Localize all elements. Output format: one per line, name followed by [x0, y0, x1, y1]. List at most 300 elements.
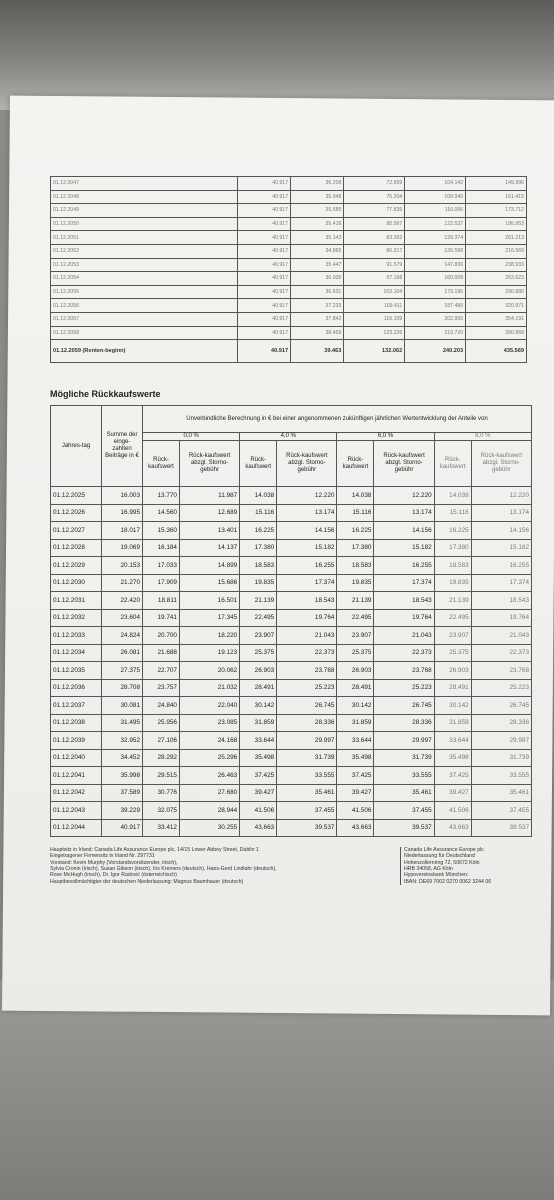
table-row-cell: 28.944	[179, 802, 239, 820]
table-row-cell: 15.182	[471, 539, 531, 557]
header-rate-8: 8,0 %	[434, 433, 531, 441]
projection-row-cell: 238.933	[466, 258, 527, 272]
table-row-cell: 27.106	[143, 732, 180, 750]
projection-row-cell: 39.463	[291, 340, 344, 363]
table-row-cell: 30.776	[143, 784, 180, 802]
projection-row-cell: 290.880	[466, 285, 527, 299]
projection-row-cell: 40.917	[237, 204, 290, 218]
table-row-cell: 28.336	[374, 714, 434, 732]
surrender-values-body	[51, 487, 532, 837]
projection-row-cell: 219.720	[405, 326, 466, 340]
table-row-cell: 27.680	[179, 784, 239, 802]
projection-row-cell: 40.917	[237, 258, 290, 272]
table-row-cell: 26.903	[434, 662, 471, 680]
table-row-cell: 25.223	[471, 679, 531, 697]
table-row-cell: 18.583	[337, 557, 374, 575]
table-row-cell: 19.764	[471, 609, 531, 627]
table-row-cell: 41.506	[240, 802, 277, 820]
footer-line: HRB 34058, AG Köln	[404, 866, 453, 873]
footer-line: Hauptbevollmächtigter der deutschen Niederlassung: Magnus Baumhauer (deutsch)	[50, 878, 244, 885]
table-row-cell: 15.116	[240, 504, 277, 522]
table-row-cell: 37.455	[374, 802, 434, 820]
projection-row-cell: 40.917	[237, 177, 290, 191]
table-row-cell: 24.840	[143, 697, 180, 715]
projection-row-cell: 104.142	[405, 177, 466, 191]
table-row-cell: 28.708	[102, 679, 143, 697]
table-row	[51, 819, 532, 837]
table-row-cell: 31.859	[434, 714, 471, 732]
projection-row-cell: 01.12.2047	[51, 177, 238, 191]
table-row-cell: 39.229	[102, 802, 143, 820]
projection-row-cell: 40.917	[237, 190, 290, 204]
table-row-cell: 16.255	[471, 557, 531, 575]
table-row-cell: 26.903	[240, 662, 277, 680]
projection-row-cell: 173.712	[466, 204, 527, 218]
projection-row-cell: 201.213	[466, 231, 527, 245]
table-row-cell: 28.336	[277, 714, 337, 732]
table-row-cell: 12.220	[471, 487, 531, 505]
projection-row	[51, 340, 527, 363]
table-row-cell: 31.859	[337, 714, 374, 732]
projection-row-cell: 01.12.2059 (Renten-beginn)	[51, 340, 238, 363]
table-row-cell: 37.425	[337, 767, 374, 785]
table-row-cell: 01.12.2037	[51, 697, 102, 715]
table-row-cell: 21.688	[143, 644, 180, 662]
table-row-cell: 29.997	[374, 732, 434, 750]
table-row-cell: 30.081	[102, 697, 143, 715]
surrender-values-table	[50, 405, 532, 837]
projection-row-cell: 216.569	[466, 244, 527, 258]
table-row-cell: 14.560	[143, 504, 180, 522]
table-row-cell: 01.12.2035	[51, 662, 102, 680]
table-row-cell: 22.495	[240, 609, 277, 627]
projection-row-cell: 01.12.2050	[51, 217, 238, 231]
table-row-cell: 22.495	[434, 609, 471, 627]
table-row-cell: 37.455	[471, 802, 531, 820]
table-row-cell: 16.225	[434, 522, 471, 540]
table-row-cell: 21.139	[434, 592, 471, 610]
table-row-cell: 01.12.2027	[51, 522, 102, 540]
table-row-cell: 01.12.2026	[51, 504, 102, 522]
table-row-cell: 30.255	[179, 819, 239, 837]
table-row-cell: 14.038	[434, 487, 471, 505]
table-row-cell: 24.168	[179, 732, 239, 750]
projection-row-cell: 35.143	[291, 231, 344, 245]
table-row	[51, 592, 532, 610]
table-row-cell: 35.498	[434, 749, 471, 767]
table-row-cell: 31.739	[471, 749, 531, 767]
projection-row-cell: 34.865	[291, 244, 344, 258]
footer-company-info	[50, 847, 395, 885]
table-row-cell: 15.116	[337, 504, 374, 522]
projection-row-cell: 40.917	[237, 326, 290, 340]
projection-row-cell: 390.868	[466, 326, 527, 340]
table-row-cell: 18.543	[277, 592, 337, 610]
table-row-cell: 01.12.2039	[51, 732, 102, 750]
table-row-cell: 33.555	[277, 767, 337, 785]
table-row-cell: 26.903	[337, 662, 374, 680]
projection-row-cell: 36.631	[291, 285, 344, 299]
header-rate-4: 4,0 %	[240, 433, 337, 441]
projection-row-cell: 129.374	[405, 231, 466, 245]
table-row-cell: 23.757	[143, 679, 180, 697]
projection-row-cell: 40.917	[237, 231, 290, 245]
table-row-cell: 43.663	[240, 819, 277, 837]
table-row-cell: 35.461	[471, 784, 531, 802]
projection-row-cell: 136.598	[405, 244, 466, 258]
table-row-cell: 34.452	[102, 749, 143, 767]
footer-line: Hohenzollernring 72, 50672 Köln	[404, 859, 480, 866]
table-row-cell: 32.075	[143, 802, 180, 820]
projection-row	[51, 177, 527, 191]
table-row-cell: 22.495	[337, 609, 374, 627]
table-row	[51, 557, 532, 575]
table-row	[51, 574, 532, 592]
table-row-cell: 16.501	[179, 592, 239, 610]
table-row-cell: 25.296	[179, 749, 239, 767]
table-row	[51, 504, 532, 522]
table-row-cell: 23.907	[240, 627, 277, 645]
projection-row	[51, 217, 527, 231]
table-row-cell: 32.952	[102, 732, 143, 750]
table-row-cell: 17.380	[337, 539, 374, 557]
table-row-cell: 23.768	[374, 662, 434, 680]
table-row-cell: 16.184	[143, 539, 180, 557]
table-row	[51, 644, 532, 662]
table-row-cell: 12.220	[277, 487, 337, 505]
footer-bank-info	[400, 847, 532, 885]
table-row-cell: 17.380	[240, 539, 277, 557]
projection-row-cell: 37.233	[291, 299, 344, 313]
table-row-cell: 23.085	[179, 714, 239, 732]
table-row-cell: 43.663	[434, 819, 471, 837]
projection-row-cell: 123.226	[344, 326, 405, 340]
footer	[50, 847, 532, 885]
table-row-cell: 28.292	[143, 749, 180, 767]
projection-row	[51, 272, 527, 286]
table-row-cell: 28.491	[337, 679, 374, 697]
header-rueckkaufswert-storno: Rück-kaufswert abzgl. Storno-gebühr	[277, 441, 337, 487]
table-row	[51, 714, 532, 732]
table-row-cell: 13.401	[179, 522, 239, 540]
table-row-cell: 19.835	[337, 574, 374, 592]
table-row-cell: 31.739	[277, 749, 337, 767]
footer-line: Sylvia Cronin (irisch), Susan Gibson (irisch), Iris Kremers (deutsch), Hans-Gerd Lindlahr (deutsch),	[50, 866, 277, 873]
table-row-cell: 23.768	[277, 662, 337, 680]
projection-row-cell: 116.109	[344, 312, 405, 326]
table-row-cell: 20.700	[143, 627, 180, 645]
table-row-cell: 14.038	[240, 487, 277, 505]
projection-row-cell: 01.12.2052	[51, 244, 238, 258]
projection-row-cell: 01.12.2054	[51, 272, 238, 286]
table-row-cell: 20.153	[102, 557, 143, 575]
projection-row-cell: 35.948	[291, 190, 344, 204]
background-top	[0, 0, 554, 110]
projection-row-cell: 01.12.2053	[51, 258, 238, 272]
projection-row-cell: 40.917	[237, 217, 290, 231]
table-row-cell: 21.043	[374, 627, 434, 645]
table-row-cell: 29.515	[143, 767, 180, 785]
table-row-cell: 01.12.2034	[51, 644, 102, 662]
document-page	[50, 176, 532, 1006]
table-row	[51, 767, 532, 785]
table-row-cell: 33.412	[143, 819, 180, 837]
projection-table	[50, 176, 527, 363]
header-rueckkaufswert-storno: Rück-kaufswert abzgl. Storno-gebühr	[374, 441, 434, 487]
table-row-cell: 23.907	[337, 627, 374, 645]
table-row-cell: 14.156	[277, 522, 337, 540]
footer-line: Eingetragener Firmensitz in Irland Nr. 297731	[50, 853, 155, 860]
table-row-cell: 01.12.2028	[51, 539, 102, 557]
footer-line: Hauptsitz in Irland: Canada Life Assurance Europe plc, 14/15 Lower Abbey Street, Dublin 1	[50, 847, 259, 854]
table-row-cell: 35.461	[374, 784, 434, 802]
table-row-cell: 13.174	[471, 504, 531, 522]
projection-row-cell: 86.317	[344, 244, 405, 258]
table-row	[51, 662, 532, 680]
projection-row	[51, 258, 527, 272]
table-row-cell: 15.182	[374, 539, 434, 557]
section-title: Mögliche Rückkaufswerte	[50, 389, 161, 400]
projection-row-cell: 40.917	[237, 272, 290, 286]
table-row-cell: 18.583	[434, 557, 471, 575]
table-row-cell: 33.644	[337, 732, 374, 750]
table-row-cell: 19.835	[434, 574, 471, 592]
table-row-cell: 22.040	[179, 697, 239, 715]
table-row-cell: 25.956	[143, 714, 180, 732]
header-rueckkaufswert: Rück-kaufswert	[337, 441, 374, 487]
table-row-cell: 14.137	[179, 539, 239, 557]
table-row-cell: 29.997	[277, 732, 337, 750]
table-row-cell: 21.043	[277, 627, 337, 645]
table-row-cell: 01.12.2042	[51, 784, 102, 802]
table-row-cell: 15.116	[434, 504, 471, 522]
table-row-cell: 17.909	[143, 574, 180, 592]
projection-row-cell: 40.917	[237, 285, 290, 299]
projection-row-cell: 132.062	[344, 340, 405, 363]
table-row-cell: 23.768	[471, 662, 531, 680]
table-row-cell: 17.374	[374, 574, 434, 592]
table-row-cell: 16.255	[277, 557, 337, 575]
table-row-cell: 24.824	[102, 627, 143, 645]
header-rate-6: 6,0 %	[337, 433, 434, 441]
table-row-cell: 01.12.2043	[51, 802, 102, 820]
table-row-cell: 37.425	[240, 767, 277, 785]
projection-row-cell: 161.415	[466, 190, 527, 204]
table-row-cell: 33.644	[240, 732, 277, 750]
table-row-cell: 18.543	[374, 592, 434, 610]
footer-line: IBAN: DE69 7002 0270 0062 3244 06	[404, 878, 492, 885]
table-row-cell: 18.017	[102, 522, 143, 540]
table-row-cell: 37.455	[277, 802, 337, 820]
projection-row-cell: 40.917	[237, 244, 290, 258]
table-row-cell: 25.375	[337, 644, 374, 662]
table-row-cell: 30.142	[337, 697, 374, 715]
table-row-cell: 01.12.2031	[51, 592, 102, 610]
header-rueckkaufswert-storno: Rück-kaufswert abzgl. Storno-gebühr	[179, 441, 239, 487]
table-row-cell: 17.380	[434, 539, 471, 557]
projection-row-cell: 91.579	[344, 258, 405, 272]
projection-row	[51, 299, 527, 313]
table-row-cell: 20.062	[179, 662, 239, 680]
projection-row	[51, 231, 527, 245]
table-row-cell: 17.345	[179, 609, 239, 627]
projection-row-cell: 320.971	[466, 299, 527, 313]
footer-line: Hypovereinsbank München:	[404, 872, 469, 879]
projection-row-cell: 40.917	[237, 299, 290, 313]
table-row-cell: 31.859	[240, 714, 277, 732]
table-row	[51, 732, 532, 750]
table-row-cell: 22.373	[277, 644, 337, 662]
table-row-cell: 25.375	[240, 644, 277, 662]
projection-row-cell: 116.066	[405, 204, 466, 218]
projection-row-cell: 01.12.2058	[51, 326, 238, 340]
table-row-cell: 21.043	[471, 627, 531, 645]
table-row-cell: 41.506	[434, 802, 471, 820]
table-row-cell: 26.745	[277, 697, 337, 715]
table-row	[51, 784, 532, 802]
table-row-cell: 21.139	[337, 592, 374, 610]
header-rueckkaufswert: Rück-kaufswert	[434, 441, 471, 487]
table-row-cell: 16.995	[102, 504, 143, 522]
projection-row	[51, 204, 527, 218]
projection-row-cell: 01.12.2056	[51, 299, 238, 313]
table-row	[51, 749, 532, 767]
header-rueckkaufswert: Rück-kaufswert	[240, 441, 277, 487]
table-row-cell: 01.12.2044	[51, 819, 102, 837]
projection-row-cell: 40.917	[237, 340, 290, 363]
projection-row-cell: 40.917	[237, 312, 290, 326]
table-row-cell: 39.537	[471, 819, 531, 837]
table-row-cell: 15.182	[277, 539, 337, 557]
table-row-cell: 16.225	[337, 522, 374, 540]
surrender-values-header	[51, 406, 532, 487]
table-row-cell: 22.707	[143, 662, 180, 680]
projection-row-cell: 147.836	[405, 258, 466, 272]
table-row-cell: 22.373	[471, 644, 531, 662]
table-row-cell: 26.463	[179, 767, 239, 785]
table-row-cell: 25.223	[277, 679, 337, 697]
projection-row	[51, 326, 527, 340]
footer-line: Niederlassung für Deutschland	[404, 853, 475, 860]
table-row-cell: 21.139	[240, 592, 277, 610]
table-row-cell: 15.360	[143, 522, 180, 540]
table-row-cell: 29.997	[471, 732, 531, 750]
table-row-cell: 19.764	[374, 609, 434, 627]
table-row-cell: 22.373	[374, 644, 434, 662]
table-row-cell: 01.12.2038	[51, 714, 102, 732]
table-row-cell: 19.741	[143, 609, 180, 627]
table-row-cell: 31.739	[374, 749, 434, 767]
table-row-cell: 25.375	[434, 644, 471, 662]
projection-row-cell: 149.996	[466, 177, 527, 191]
table-row-cell: 35.461	[277, 784, 337, 802]
projection-row-cell: 122.537	[405, 217, 466, 231]
table-row	[51, 802, 532, 820]
table-row-cell: 14.038	[337, 487, 374, 505]
table-row-cell: 39.537	[277, 819, 337, 837]
projection-row-cell: 354.191	[466, 312, 527, 326]
projection-row	[51, 244, 527, 258]
projection-row-cell: 35.685	[291, 204, 344, 218]
table-row-cell: 18.220	[179, 627, 239, 645]
projection-row-cell: 186.953	[466, 217, 527, 231]
projection-row-cell: 75.204	[344, 190, 405, 204]
table-row-cell: 35.498	[240, 749, 277, 767]
table-row	[51, 627, 532, 645]
projection-row-cell: 01.12.2051	[51, 231, 238, 245]
table-row-cell: 12.220	[374, 487, 434, 505]
header-summe: Summe der einge-zahlten Beiträge in €	[102, 406, 143, 487]
table-row-cell: 41.506	[337, 802, 374, 820]
projection-row-cell: 37.842	[291, 312, 344, 326]
table-row-cell: 22.420	[102, 592, 143, 610]
projection-row-cell: 187.480	[405, 299, 466, 313]
table-row-cell: 39.427	[337, 784, 374, 802]
table-row-cell: 19.069	[102, 539, 143, 557]
projection-row-cell: 72.659	[344, 177, 405, 191]
table-row-cell: 35.498	[337, 749, 374, 767]
projection-table-body	[51, 177, 527, 363]
header-jahrestag: Jahres-tag	[51, 406, 102, 487]
table-row-cell: 30.142	[240, 697, 277, 715]
projection-row-cell: 77.839	[344, 204, 405, 218]
header-rate-0: 0,0 %	[143, 433, 240, 441]
footer-line: Vorstand: Kevin Murphy (Vorstandsvorsitzender, irisch),	[50, 859, 178, 866]
projection-row-cell: 435.569	[466, 340, 527, 363]
projection-row-cell: 103.104	[344, 285, 405, 299]
table-row-cell: 01.12.2032	[51, 609, 102, 627]
table-row	[51, 487, 532, 505]
table-row-cell: 28.491	[240, 679, 277, 697]
header-rueckkaufswert: Rück-kaufswert	[143, 441, 180, 487]
table-row-cell: 37.589	[102, 784, 143, 802]
table-row-cell: 14.899	[179, 557, 239, 575]
table-row-cell: 11.987	[179, 487, 239, 505]
footer-line: Rose McHugh (irisch), Dr. Igor Radović (österreichisch)	[50, 872, 177, 879]
projection-row-cell: 263.623	[466, 272, 527, 286]
table-row-cell: 33.644	[434, 732, 471, 750]
projection-row-cell: 38.459	[291, 326, 344, 340]
projection-row-cell: 01.12.2055	[51, 285, 238, 299]
table-row-cell: 30.142	[434, 697, 471, 715]
projection-row-cell: 35.416	[291, 217, 344, 231]
projection-row-cell: 80.567	[344, 217, 405, 231]
table-row-cell: 19.764	[277, 609, 337, 627]
projection-row-cell: 240.203	[405, 340, 466, 363]
table-row-cell: 01.12.2025	[51, 487, 102, 505]
table-row-cell: 01.12.2033	[51, 627, 102, 645]
projection-row-cell: 160.009	[405, 272, 466, 286]
table-row-cell: 28.491	[434, 679, 471, 697]
table-row-cell: 23.604	[102, 609, 143, 627]
table-row-cell: 31.495	[102, 714, 143, 732]
table-row-cell: 16.225	[240, 522, 277, 540]
table-row-cell: 13.770	[143, 487, 180, 505]
table-row-cell: 33.555	[471, 767, 531, 785]
table-row-cell: 28.336	[471, 714, 531, 732]
projection-row-cell: 36.208	[291, 177, 344, 191]
table-row-cell: 39.427	[434, 784, 471, 802]
table-row-cell: 18.811	[143, 592, 180, 610]
table-row-cell: 33.555	[374, 767, 434, 785]
projection-row-cell: 01.12.2057	[51, 312, 238, 326]
table-row-cell: 26.745	[374, 697, 434, 715]
table-row-cell: 25.223	[374, 679, 434, 697]
projection-row-cell: 01.12.2048	[51, 190, 238, 204]
projection-row-cell: 109.940	[405, 190, 466, 204]
table-row-cell: 16.003	[102, 487, 143, 505]
table-row-cell: 01.12.2030	[51, 574, 102, 592]
